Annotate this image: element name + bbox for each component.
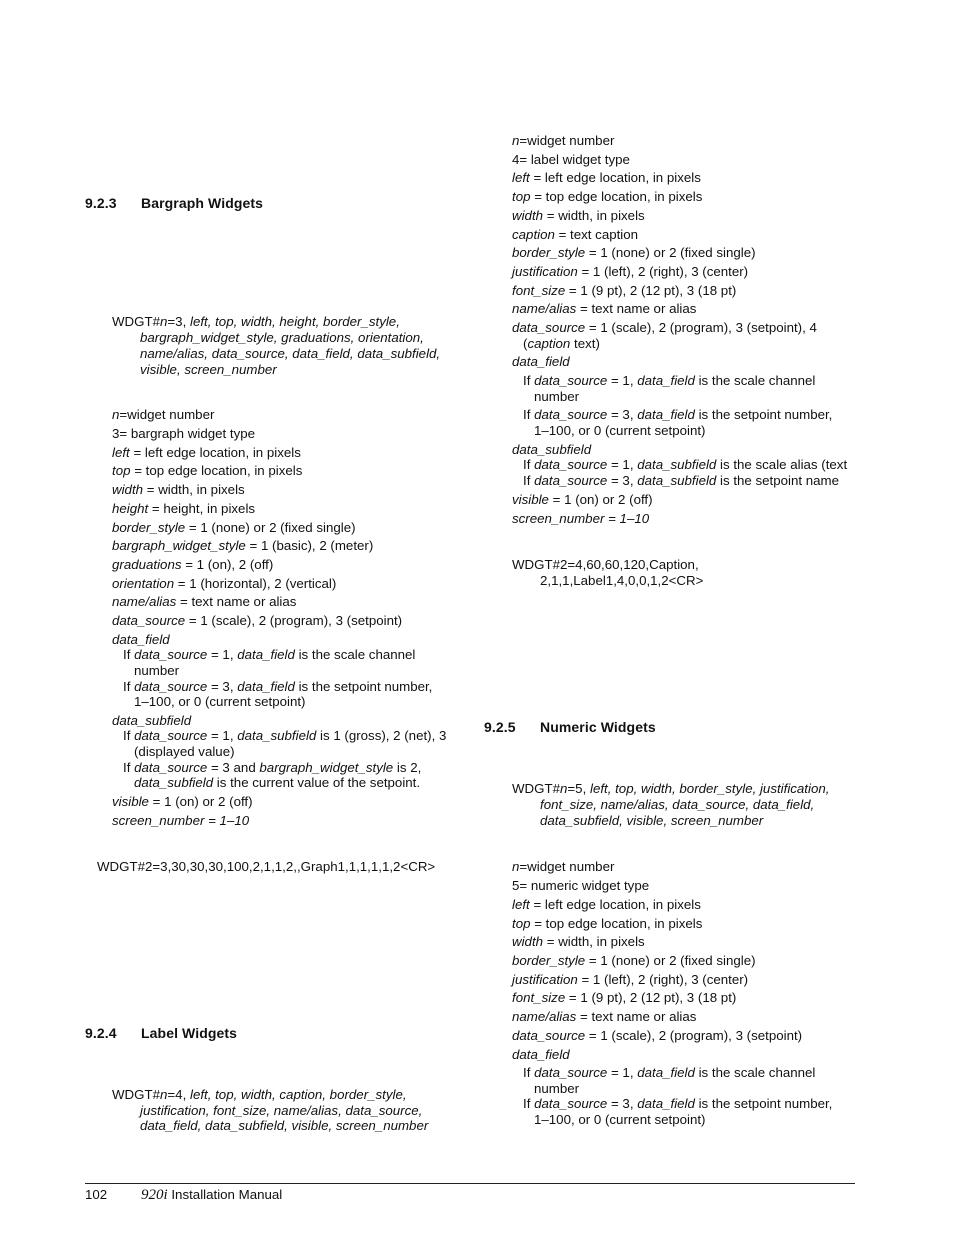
param-row: If data_source = 3, data_field is the setpoint number, (523, 1096, 833, 1111)
param-row: If data_source = 3, data_field is the setpoint number, (123, 679, 433, 694)
param-row: If data_source = 1, data_field is the scale channel (123, 647, 416, 662)
param-row: 4= label widget type (512, 152, 630, 167)
param-row: left = left edge location, in pixels (512, 897, 701, 912)
param-row: width = width, in pixels (112, 482, 245, 497)
param-row: If data_source = 1, data_field is the scale channel (523, 373, 816, 388)
param-row: border_style = 1 (none) or 2 (fixed single) (112, 520, 356, 535)
param-row: If data_source = 1, data_subfield is 1 (gross), 2 (net), 3 (123, 728, 447, 743)
numeric-syntax-line1: WDGT#n=5, left, top, width, border_style, justification, (512, 781, 830, 796)
bargraph-syntax-line3: name/alias, data_source, data_field, data_subfield, (140, 346, 441, 361)
numeric-syntax-line2: font_size, name/alias, data_source, data_field, (540, 797, 815, 812)
param-row: left = left edge location, in pixels (112, 445, 301, 460)
model-name: 920i (141, 1187, 168, 1203)
param-row: data_source = 1 (scale), 2 (program), 3 (setpoint) (512, 1028, 803, 1043)
param-row: screen_number = 1–10 (112, 813, 250, 828)
section-heading-label (85, 1025, 237, 1041)
param-row: screen_number = 1–10 (512, 511, 650, 526)
param-row: top = top edge location, in pixels (512, 916, 703, 931)
param-row: 1–100, or 0 (current setpoint) (534, 1112, 706, 1127)
bargraph-syntax-line4: visible, screen_number (140, 362, 277, 377)
param-row: width = width, in pixels (512, 208, 645, 223)
param-row: 1–100, or 0 (current setpoint) (134, 694, 306, 709)
param-row: visible = 1 (on) or 2 (off) (512, 492, 653, 507)
section-heading-bargraph (85, 195, 263, 211)
param-row: data_subfield (112, 713, 192, 728)
param-row: graduations = 1 (on), 2 (off) (112, 557, 274, 572)
param-row: top = top edge location, in pixels (512, 189, 703, 204)
section-title: Numeric Widgets (540, 719, 656, 735)
param-row: justification = 1 (left), 2 (right), 3 (center) (512, 972, 749, 987)
param-row: data_field (112, 632, 170, 647)
label-example-line2: 2,1,1,Label1,4,0,0,1,2<CR> (540, 573, 704, 588)
param-row: height = height, in pixels (112, 501, 256, 516)
label-syntax-line1: WDGT#n=4, left, top, width, caption, border_style, (112, 1087, 407, 1102)
param-row: justification = 1 (left), 2 (right), 3 (center) (512, 264, 749, 279)
param-row: If data_source = 3 and bargraph_widget_style is 2, (123, 760, 422, 775)
param-row: visible = 1 (on) or 2 (off) (112, 794, 253, 809)
bargraph-syntax-line1: WDGT#n=3, left, top, width, height, border_style, (112, 314, 400, 329)
param-row: bargraph_widget_style = 1 (basic), 2 (meter) (112, 538, 374, 553)
param-row: top = top edge location, in pixels (112, 463, 303, 478)
param-row: 1–100, or 0 (current setpoint) (534, 423, 706, 438)
param-row: 5= numeric widget type (512, 878, 650, 893)
param-row: data_source = 1 (scale), 2 (program), 3 (setpoint) (112, 613, 403, 628)
param-row: 3= bargraph widget type (112, 426, 256, 441)
param-row: number (134, 663, 180, 678)
footer-rule (85, 1183, 855, 1184)
param-row: n=widget number (512, 859, 615, 874)
param-row: orientation = 1 (horizontal), 2 (vertical) (112, 576, 337, 591)
numeric-syntax-line3: data_subfield, visible, screen_number (540, 813, 764, 828)
param-row: border_style = 1 (none) or 2 (fixed single) (512, 245, 756, 260)
section-title: Bargraph Widgets (141, 195, 264, 211)
param-row: If data_source = 3, data_field is the setpoint number, (523, 407, 833, 422)
section-title: Label Widgets (141, 1025, 238, 1041)
param-row: If data_source = 1, data_subfield is the scale alias (text (523, 457, 848, 472)
param-row: number (534, 389, 580, 404)
section-number: 9.2.5 (484, 719, 516, 735)
param-row: n=widget number (512, 133, 615, 148)
param-row: name/alias = text name or alias (512, 1009, 697, 1024)
param-row: font_size = 1 (9 pt), 2 (12 pt), 3 (18 pt) (512, 283, 737, 298)
param-row: data_subfield is the current value of the setpoint. (134, 775, 421, 790)
param-row: data_field (512, 354, 570, 369)
label-syntax-line2: justification, font_size, name/alias, data_source, (140, 1103, 423, 1118)
param-row: name/alias = text name or alias (112, 594, 297, 609)
param-row: data_source = 1 (scale), 2 (program), 3 (setpoint), 4 (512, 320, 817, 335)
section-heading-numeric (484, 719, 656, 735)
section-number: 9.2.3 (85, 195, 117, 211)
footer-title (141, 1187, 282, 1204)
param-row: (displayed value) (134, 744, 235, 759)
param-row: data_subfield (512, 442, 592, 457)
param-row: border_style = 1 (none) or 2 (fixed single) (512, 953, 756, 968)
page-number: 102 (85, 1187, 108, 1202)
param-row: font_size = 1 (9 pt), 2 (12 pt), 3 (18 pt) (512, 990, 737, 1005)
param-row: data_field (512, 1047, 570, 1062)
param-row: (caption text) (523, 336, 600, 351)
section-number: 9.2.4 (85, 1025, 117, 1041)
param-row: number (534, 1081, 580, 1096)
bargraph-syntax-line2: bargraph_widget_style, graduations, orientation, (140, 330, 424, 345)
param-row: If data_source = 1, data_field is the scale channel (523, 1065, 816, 1080)
bargraph-example: WDGT#2=3,30,30,30,100,2,1,1,2,,Graph1,1,1,1,1,2<CR> (97, 859, 436, 874)
label-syntax-line3: data_field, data_subfield, visible, screen_number (140, 1118, 429, 1133)
param-row: name/alias = text name or alias (512, 301, 697, 316)
manual-title: Installation Manual (167, 1187, 283, 1202)
param-row: If data_source = 3, data_subfield is the setpoint name (523, 473, 840, 488)
param-row: left = left edge location, in pixels (512, 170, 701, 185)
param-row: caption = text caption (512, 227, 639, 242)
param-row: width = width, in pixels (512, 934, 645, 949)
label-example-line1: WDGT#2=4,60,60,120,Caption, (512, 557, 699, 572)
param-row: n=widget number (112, 407, 215, 422)
